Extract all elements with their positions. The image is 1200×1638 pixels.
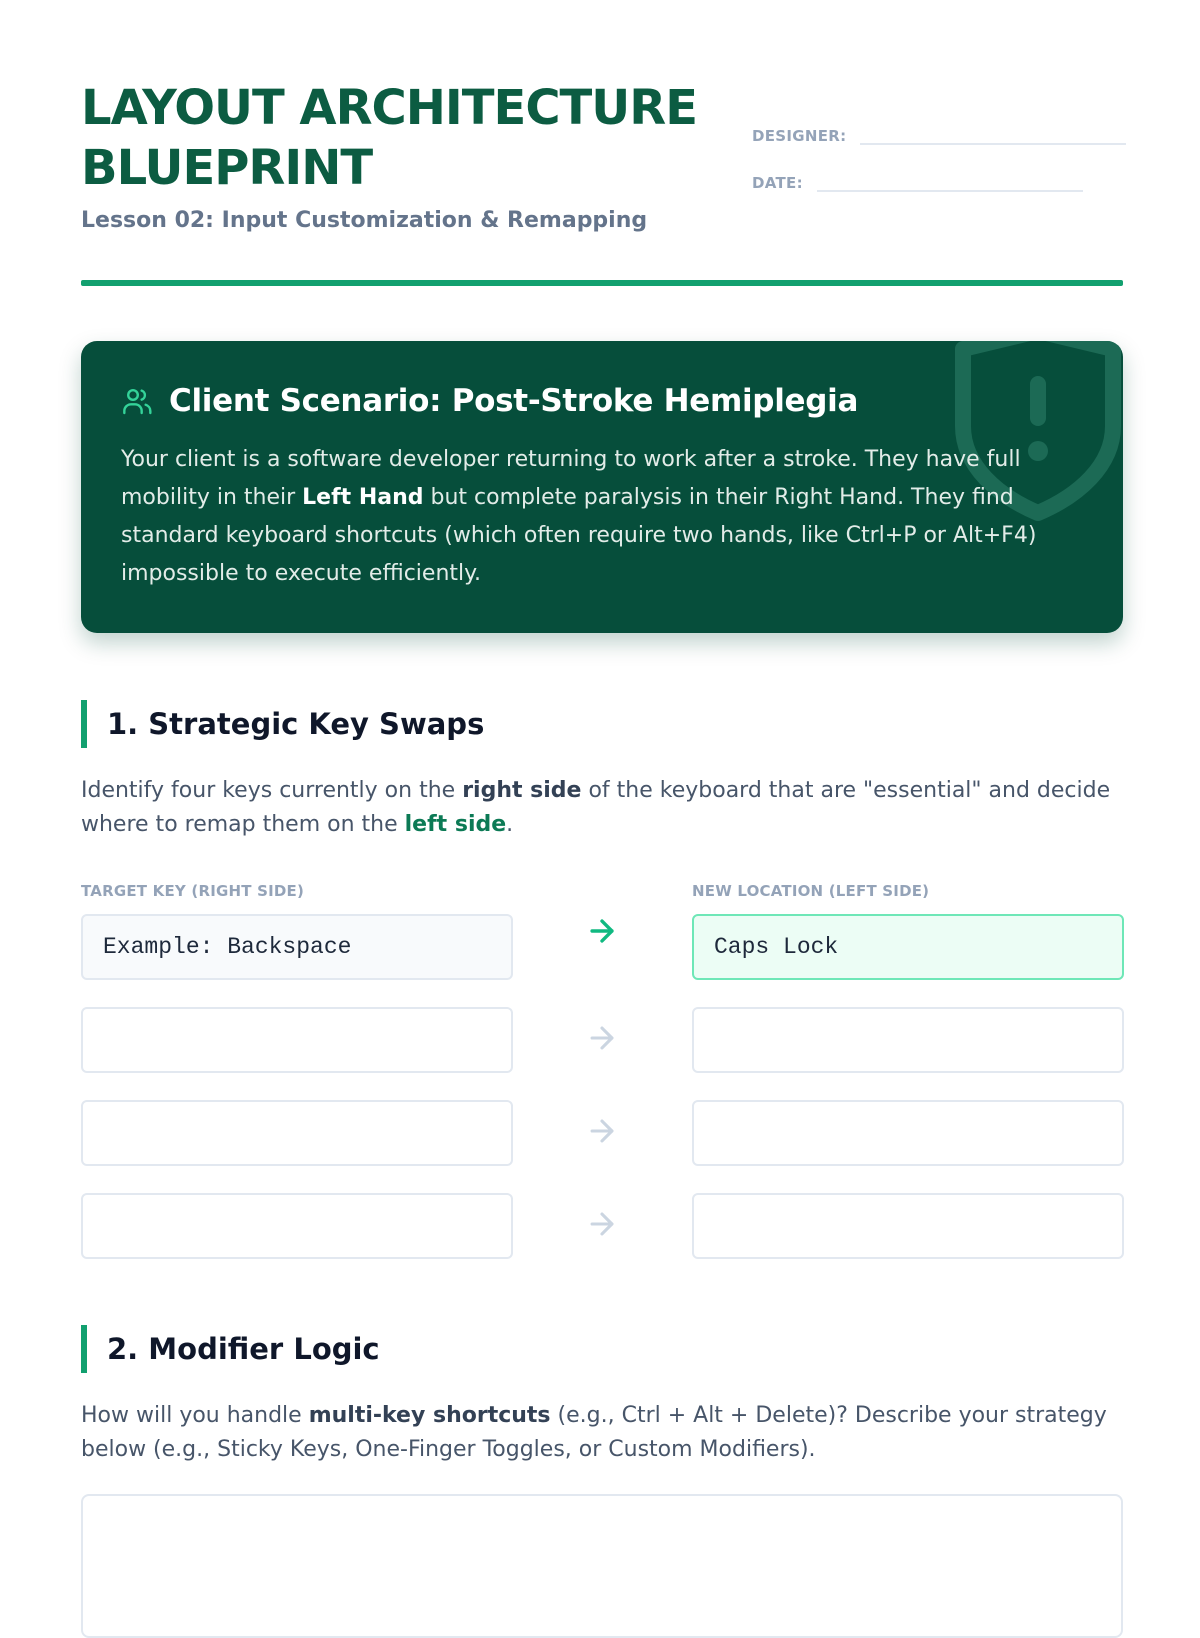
instruction-part: Identify four keys currently on the [81,778,463,803]
target-key-input[interactable] [81,1100,513,1166]
instruction-bold: right side [462,778,582,803]
instruction-part: (e.g., Ctrl + Alt + Delete)? Describe your strategy below (e.g., Sticky Keys, One-Finger Toggles, or Custom Modifiers). [81,1403,1107,1462]
section-1-title: 1. Strategic Key Swaps [81,700,484,748]
date-label: DATE: [752,174,803,192]
instruction-part: How will you handle [81,1403,309,1428]
modifier-strategy-textarea[interactable] [81,1494,1123,1638]
new-location-column-label: NEW LOCATION (LEFT SIDE) [692,882,930,900]
new-location-input[interactable] [692,1193,1124,1259]
section-2-title: 2. Modifier Logic [81,1325,380,1373]
designer-field [752,125,1126,145]
arrow-right-icon [585,1114,619,1148]
scenario-title: Client Scenario: Post-Stroke Hemiplegia [169,383,859,419]
target-key-input[interactable]: Example: Backspace [81,914,513,980]
instruction-bold: multi-key shortcuts [308,1403,551,1428]
section-2-instructions [81,1399,1141,1467]
instruction-part: . [506,812,514,837]
target-key-input[interactable] [81,1007,513,1073]
title-line-2: BLUEPRINT [81,140,373,196]
instruction-part: of the keyboard that are "essential" and decide where to remap them on the [81,778,1111,837]
designer-label: DESIGNER: [752,127,847,145]
lesson-subtitle: Lesson 02: Input Customization & Remapping [81,208,648,233]
scenario-text-bold: Left Hand [302,485,424,510]
scenario-card [81,341,1123,633]
scenario-text-part: Your client is a software developer returning to work after a stroke. They have full mobility in their [121,447,1021,510]
scenario-text-part: but complete paralysis in their Right Hand. They find standard keyboard shortcuts (which often require two hands, like Ctrl+P or Alt+F4) impossible to execute efficiently. [121,485,1037,586]
title-line-1: LAYOUT ARCHITECTURE [81,80,698,136]
instruction-bold-green: left side [404,812,507,837]
scenario-header [121,383,858,419]
target-key-column-label: TARGET KEY (RIGHT SIDE) [81,882,305,900]
arrow-right-icon [585,1207,619,1241]
new-location-input[interactable] [692,1007,1124,1073]
page-title [81,78,731,198]
section-1-instructions [81,774,1141,842]
users-icon [121,385,153,417]
arrow-right-icon [585,1021,619,1055]
scenario-description [121,441,1041,593]
new-location-input[interactable] [692,1100,1124,1166]
target-key-input[interactable] [81,1193,513,1259]
date-field [752,172,1083,192]
designer-input-line[interactable] [860,125,1126,145]
new-location-input[interactable]: Caps Lock [692,914,1124,980]
date-input-line[interactable] [817,172,1083,192]
arrow-right-icon [585,914,619,948]
header-divider [81,280,1123,286]
